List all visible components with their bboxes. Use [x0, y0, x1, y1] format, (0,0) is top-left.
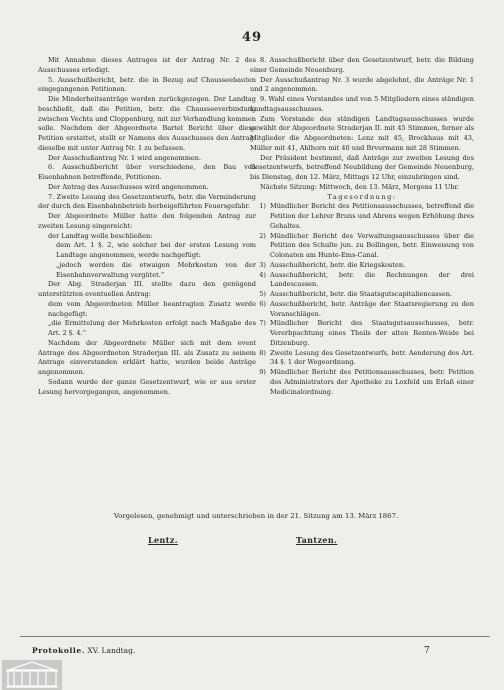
- paragraph: 8. Ausschußbericht über den Gesetzentwurf, betr. die Bildung einer Gemeinde Neuenburg.: [250, 56, 474, 74]
- signature-right: Tantzen.: [296, 535, 338, 545]
- paragraph: Der Ausschußantrag Nr. 1 wird angenommen.: [48, 153, 202, 162]
- left-column: [38, 56, 256, 397]
- agenda-item: 6) Ausschußbericht, betr. Anträge der Staatsregierung zu den Voranschlägen.: [259, 299, 474, 318]
- paragraph: Die Minderheitsanträge werden zurückgezogen. Der Landtag beschließt, daß die Petition, betr. die Chausseeverbindung zwischen Vechta und Cloppenburg, mit zur Verhandlung kommen solle. Nachdem der Abgeordnete Bartel Bericht über diese Petition erstattet, stellt er Namens des Ausschusses den Antrag: dieselbe mit unter Antrag Nr. 1 zu befassen.: [38, 95, 256, 152]
- page-number: 49: [241, 30, 263, 45]
- closing-statement: Vorgelesen, genehmigt und unterschrieben in der 21. Sitzung am 13. März 1867.: [113, 512, 399, 520]
- footer-divider: [20, 636, 490, 637]
- library-logo-icon: [2, 660, 62, 690]
- paragraph: Der Abg. Straderjan III. stellte dazu den genügend unterstützten eventuellen Antrag:: [38, 280, 256, 298]
- paragraph: Der Abgeordnete Müller hatte den folgenden Antrag zur zweiten Lesung eingereicht:: [38, 212, 256, 230]
- paragraph: 7. Zweite Lesung des Gesetzentwurfs, betr. die Verminderung der durch den Eisenbahnbetrieb herbeigeführten Feuersgefahr.: [38, 192, 256, 211]
- agenda-list: [250, 202, 474, 397]
- paragraph: Mit Annahme dieses Antrages ist der Antrag Nr. 2 des Ausschusses erledigt.: [38, 56, 256, 74]
- signature-left: Lentz.: [148, 535, 178, 545]
- paragraph: 9. Wahl eines Vorstandes und von 5 Mitgliedern eines ständigen Landtagsausschusses.: [250, 95, 474, 113]
- right-column: [250, 56, 474, 397]
- footer-title-rest: XV. Landtag.: [87, 646, 136, 655]
- agenda-item: 5) Ausschußbericht, betr. die Staatsgutscapitaliencassen.: [259, 290, 453, 298]
- agenda-item: 8) Zweite Lesung des Gesetzentwurfs, betr. Aenderung des Art. 34 §. 1 der Wegeordnung.: [259, 348, 474, 367]
- paragraph: Nächste Sitzung: Mittwoch, den 13. März, Morgens 11 Uhr.: [260, 182, 460, 191]
- agenda-item: 7) Mündlicher Bericht des Staatsgutsausschusses, betr. Vererbpachtung eines Theils der alten Renten-Weide bei Ditzenburg.: [259, 319, 474, 347]
- motion-quote: „jedoch werden die etwaigen Mehrkosten von der Eisenbahnverwaltung vergütet.“: [56, 260, 256, 279]
- sheet-number: 7: [424, 646, 430, 656]
- paragraph: Der Präsident bestimmt, daß Anträge zur zweiten Lesung des Gesetzentwurfs, betreffend Neubildung der Gemeinde Neuenburg, bis Dienstag, den 12. März, Mittags 12 Uhr, einzubringen sind.: [250, 153, 474, 181]
- paragraph: 6. Ausschußbericht über verschiedene, den Bau von Eisenbahnen betreffende, Petitionen.: [38, 163, 256, 181]
- agenda-item: 1) Mündlicher Bericht des Petitionsausschusses, betreffend die Petition der Lehrer Bruns und Ahrens wegen Erhöhung ihres Gehaltes.: [259, 202, 474, 230]
- paragraph: Sodann wurde der ganze Gesetzentwurf, wie er aus erster Lesung hervorgegangen, angenommen.: [38, 377, 256, 396]
- agenda-heading: Tagesordnung:: [327, 192, 397, 201]
- motion-quote: „die Ermittelung der Mehrkosten erfolgt nach Maßgabe des Art. 2 §. 4.“: [48, 319, 256, 337]
- motion-text: dem vom Abgeordneten Müller beantragten Zusatz werde nachgefügt:: [48, 299, 256, 318]
- agenda-item: 4) Ausschußbericht, betr. die Rechnungen der drei Landescassen.: [259, 270, 474, 289]
- footer-title-bold: Protokolle.: [32, 646, 85, 655]
- paragraph: Der Antrag des Ausschusses wird angenommen.: [48, 182, 209, 191]
- paragraph: Nachdem der Abgeordnete Müller sich mit dem event Antrage des Abgeordneten Straderjan III. als Zusatz zu seinem Antrage einverstanden erklärt hatte, wurden beide Anträge angenommen.: [38, 338, 256, 376]
- agenda-item: 3) Ausschußbericht, betr. die Kriegskosten.: [259, 260, 406, 269]
- agenda-item: 9) Mündlicher Bericht des Petitionsausschusses, betr. Petition des Administrators der Apotheke zu Loxfeld um Erlaß einer Medicinalordnung.: [259, 368, 474, 396]
- footer-title: [32, 646, 135, 655]
- paragraph: Zum Vorstande des ständigen Landtagsausschusses wurde gewählt der Abgeordnete Straderjan II. mit 45 Stimmen, ferner als Mitglieder die Abgeordneten: Lenz mit 45, Brockhaus mit 43, Müller mit 41, Ahlhorn mit 40 und Brvermann mit 28 Stimmen.: [250, 114, 474, 152]
- paragraph: 5. Ausschußbericht, betr. die in Bezug auf Chausseebauten eingegangenen Petitionen.: [38, 75, 256, 94]
- agenda-item: 2) Mündlicher Bericht des Verwaltungsausschusses über die Petition des Schulte jun. zu Bollingen, betr. Einweisung von Colonaten am Hunte-Ems-Canal.: [259, 231, 474, 259]
- motion-intro: der Landtag wolle beschließen:: [48, 231, 153, 240]
- paragraph: Der Ausschußantrag Nr. 3 wurde abgelehnt, die Anträge Nr. 1 und 2 angenommen.: [250, 75, 474, 94]
- motion-text: dem Art. 1 §. 2, wie solcher bei der ersten Lesung vom Landtage angenommen, werde nachgefügt:: [56, 241, 256, 259]
